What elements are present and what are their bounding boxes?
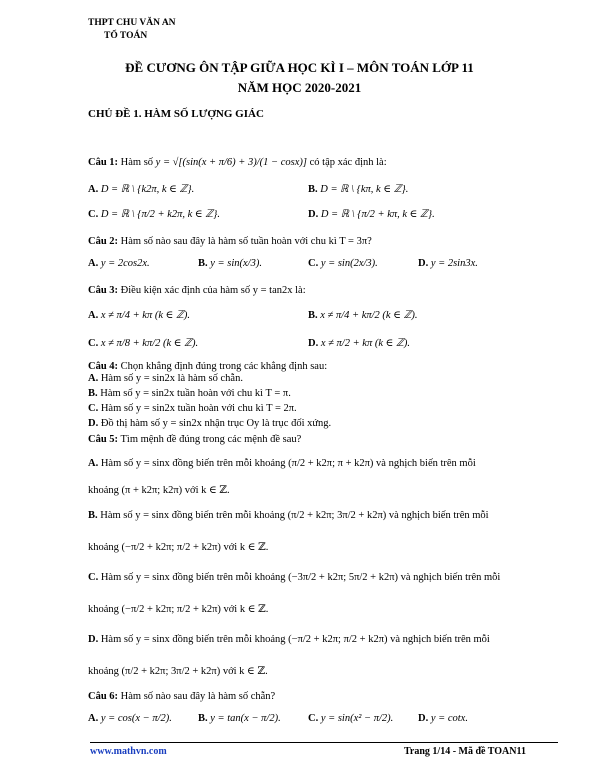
q2-option-c: C. y = sin(2x/3).	[308, 258, 378, 269]
question-1-label: Câu 1:	[88, 157, 119, 168]
footer-divider	[90, 742, 558, 743]
topic-heading: CHỦ ĐỀ 1. HÀM SỐ LƯỢNG GIÁC	[88, 108, 264, 120]
footer-page-info: Trang 1/14 - Mã đề TOAN11	[404, 746, 526, 757]
q5-option-c-line1: C. Hàm số y = sinx đồng biến trên mỗi khoảng (−3π/2 + k2π; 5π/2 + k2π) và nghịch biến trên mỗi	[88, 572, 501, 583]
footer-website-link[interactable]: www.mathvn.com	[90, 746, 167, 757]
q5-option-c-line2: khoảng (−π/2 + k2π; π/2 + k2π) với k ∈ ℤ.	[88, 604, 269, 615]
q4-option-a: A. Hàm số y = sin2x là hàm số chẵn.	[88, 373, 243, 384]
q3-option-b: B. x ≠ π/4 + kπ/2 (k ∈ ℤ).	[308, 310, 418, 321]
q2-option-d: D. y = 2sin3x.	[418, 258, 478, 269]
q2-option-a: A. y = 2cos2x.	[88, 258, 150, 269]
q5-option-b-line1: B. Hàm số y = sinx đồng biến trên mỗi khoảng (π/2 + k2π; 3π/2 + k2π) và nghịch biến trên mỗi	[88, 510, 489, 521]
q2-option-b: B. y = sin(x/3).	[198, 258, 262, 269]
question-5: Câu 5: Tìm mệnh đề đúng trong các mệnh đề sau?	[88, 434, 302, 445]
q1-option-d: D. D = ℝ \ {π/2 + kπ, k ∈ ℤ}.	[308, 209, 435, 220]
question-1-text: Hàm số	[120, 157, 154, 168]
q3-option-c: C. x ≠ π/8 + kπ/2 (k ∈ ℤ).	[88, 338, 199, 349]
q5-option-a-line2: khoảng (π + k2π; k2π) với k ∈ ℤ.	[88, 485, 230, 496]
q3-option-a: A. x ≠ π/4 + kπ (k ∈ ℤ).	[88, 310, 190, 321]
q1-option-a: A. D = ℝ \ {k2π, k ∈ ℤ}.	[88, 184, 195, 195]
q1-option-b: B. D = ℝ \ {kπ, k ∈ ℤ}.	[308, 184, 409, 195]
q5-option-d-line2: khoảng (π/2 + k2π; 3π/2 + k2π) với k ∈ ℤ.	[88, 666, 268, 677]
question-1	[88, 157, 387, 168]
q6-option-d: D. y = cotx.	[418, 713, 468, 724]
question-1-tail: có tập xác định là:	[309, 157, 387, 168]
q5-option-d-line1: D. Hàm số y = sinx đồng biến trên mỗi khoảng (−π/2 + k2π; π/2 + k2π) và nghịch biến trên mỗi	[88, 634, 490, 645]
q4-option-b: B. Hàm số y = sin2x tuần hoàn với chu kì T = π.	[88, 388, 291, 399]
question-1-function: y = √[(sin(x + π/6) + 3)/(1 − cosx)]	[155, 157, 308, 168]
q6-option-b: B. y = tan(x − π/2).	[198, 713, 281, 724]
q6-option-c: C. y = sin(x² − π/2).	[308, 713, 394, 724]
q1-option-c: C. D = ℝ \ {π/2 + k2π, k ∈ ℤ}.	[88, 209, 220, 220]
question-2: Câu 2: Hàm số nào sau đây là hàm số tuần hoàn với chu kì T = 3π?	[88, 236, 372, 247]
q6-option-a: A. y = cos(x − π/2).	[88, 713, 172, 724]
q3-option-d: D. x ≠ π/2 + kπ (k ∈ ℤ).	[308, 338, 410, 349]
q5-option-a-line1: A. Hàm số y = sinx đồng biến trên mỗi khoảng (π/2 + k2π; π + k2π) và nghịch biến trên mỗi	[88, 458, 476, 469]
q4-option-c: C. Hàm số y = sin2x tuần hoàn với chu kì T = 2π.	[88, 403, 297, 414]
question-6: Câu 6: Hàm số nào sau đây là hàm số chẵn?	[88, 691, 276, 702]
school-year: NĂM HỌC 2020-2021	[237, 80, 362, 95]
department-name: TỔ TOÁN	[104, 31, 148, 41]
question-3: Câu 3: Điều kiện xác định của hàm số y = tan2x là:	[88, 285, 306, 296]
document-title: ĐỀ CƯƠNG ÔN TẬP GIỮA HỌC KÌ I – MÔN TOÁN LỚP 11	[125, 60, 474, 75]
q4-option-d: D. Đồ thị hàm số y = sin2x nhận trục Oy là trục đối xứng.	[88, 418, 332, 429]
question-4: Câu 4: Chọn khẳng định đúng trong các khẳng định sau:	[88, 361, 328, 372]
q5-option-b-line2: khoảng (−π/2 + k2π; π/2 + k2π) với k ∈ ℤ.	[88, 542, 269, 553]
school-name: THPT CHU VĂN AN	[88, 18, 176, 28]
